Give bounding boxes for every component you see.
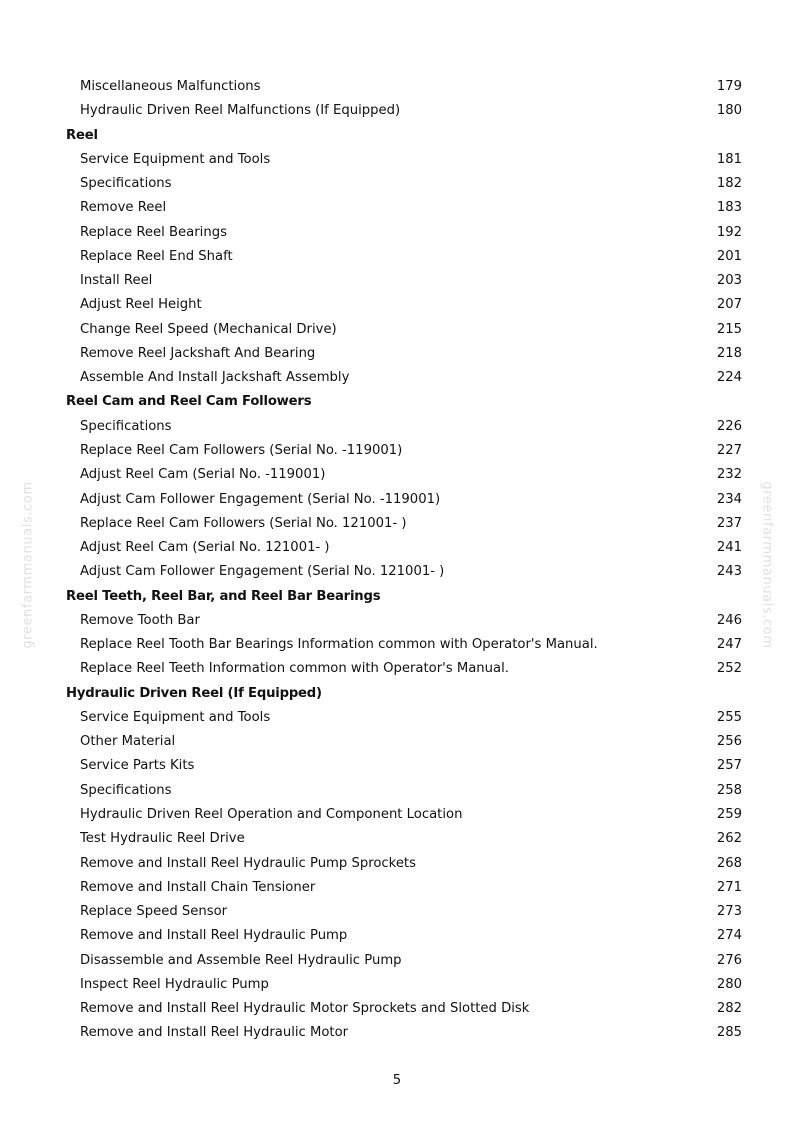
toc-entry[interactable] bbox=[0, 172, 794, 196]
entry-page-number: 274 bbox=[716, 928, 742, 944]
entry-title: Replace Reel Teeth Information common with Operator's Manual. bbox=[80, 661, 509, 677]
entry-title: Miscellaneous Malfunctions bbox=[80, 79, 261, 94]
entry-page-number: 257 bbox=[716, 758, 742, 774]
entry-title: Replace Reel Cam Followers (Serial No. -119001) bbox=[80, 442, 403, 458]
entry-title: Adjust Reel Cam (Serial No. 121001- ) bbox=[80, 540, 330, 556]
entry-title: Remove and Install Chain Tensioner bbox=[80, 879, 316, 895]
toc-section-heading bbox=[0, 682, 794, 706]
toc-section-heading bbox=[0, 124, 794, 148]
entry-title: Specifications bbox=[80, 782, 172, 798]
toc-entry[interactable] bbox=[0, 852, 794, 876]
toc-entry[interactable] bbox=[0, 900, 794, 924]
entry-page-number: 203 bbox=[716, 273, 742, 289]
entry-title: Assemble And Install Jackshaft Assembly bbox=[80, 370, 350, 386]
section-title: Reel Teeth, Reel Bar, and Reel Bar Bearings bbox=[66, 588, 381, 604]
entry-page-number: 234 bbox=[716, 491, 742, 507]
entry-page-number: 192 bbox=[716, 224, 742, 240]
toc-entry[interactable] bbox=[0, 609, 794, 633]
toc-entry[interactable] bbox=[0, 1021, 794, 1045]
section-title: Reel bbox=[66, 127, 98, 143]
page-number: 5 bbox=[392, 1073, 402, 1088]
toc-entry[interactable] bbox=[0, 633, 794, 657]
toc-entry[interactable] bbox=[0, 75, 794, 99]
entry-title: Service Parts Kits bbox=[80, 758, 195, 774]
entry-title: Remove and Install Reel Hydraulic Motor bbox=[80, 1025, 349, 1041]
entry-page-number: 232 bbox=[716, 467, 742, 483]
entry-title: Replace Reel Tooth Bar Bearings Information common with Operator's Manual. bbox=[80, 637, 598, 653]
toc-entry[interactable] bbox=[0, 973, 794, 997]
entry-page-number: 255 bbox=[716, 709, 742, 725]
toc-entry[interactable] bbox=[0, 730, 794, 754]
toc-section-heading bbox=[0, 585, 794, 609]
entry-page-number: 224 bbox=[716, 370, 742, 386]
entry-page-number: 282 bbox=[716, 1001, 742, 1017]
toc-section-heading bbox=[0, 390, 794, 414]
entry-page-number: 201 bbox=[716, 248, 742, 264]
entry-title: Change Reel Speed (Mechanical Drive) bbox=[80, 321, 337, 337]
section-title: Reel Cam and Reel Cam Followers bbox=[66, 394, 312, 410]
entry-title: Remove Reel bbox=[80, 200, 167, 216]
toc-entry[interactable] bbox=[0, 293, 794, 317]
toc-entry[interactable] bbox=[0, 754, 794, 778]
toc-entry[interactable] bbox=[0, 924, 794, 948]
toc-entry[interactable] bbox=[0, 876, 794, 900]
entry-title: Replace Speed Sensor bbox=[80, 904, 228, 920]
entry-title: Remove and Install Reel Hydraulic Motor Sprockets and Slotted Disk bbox=[80, 1001, 530, 1017]
toc-entry[interactable] bbox=[0, 415, 794, 439]
entry-title: Adjust Reel Cam (Serial No. -119001) bbox=[80, 467, 326, 483]
entry-page-number: 258 bbox=[716, 782, 742, 798]
entry-title: Hydraulic Driven Reel Operation and Component Location bbox=[80, 806, 463, 822]
toc-entry[interactable] bbox=[0, 366, 794, 390]
entry-page-number: 247 bbox=[716, 637, 742, 653]
toc-entry[interactable] bbox=[0, 245, 794, 269]
toc-entry[interactable] bbox=[0, 657, 794, 681]
entry-title: Remove Tooth Bar bbox=[80, 612, 200, 628]
entry-page-number: 181 bbox=[716, 151, 742, 167]
table-of-contents bbox=[0, 75, 794, 1046]
toc-entry[interactable] bbox=[0, 99, 794, 123]
toc-entry[interactable] bbox=[0, 536, 794, 560]
entry-page-number: 226 bbox=[716, 418, 742, 434]
toc-entry[interactable] bbox=[0, 827, 794, 851]
toc-entry[interactable] bbox=[0, 221, 794, 245]
entry-title: Disassemble and Assemble Reel Hydraulic Pump bbox=[80, 952, 402, 968]
section-title: Hydraulic Driven Reel (If Equipped) bbox=[66, 685, 322, 701]
entry-page-number: 285 bbox=[716, 1025, 742, 1041]
entry-title: Adjust Cam Follower Engagement (Serial No. -119001) bbox=[80, 491, 441, 507]
entry-page-number: 271 bbox=[716, 879, 742, 895]
toc-entry[interactable] bbox=[0, 997, 794, 1021]
toc-entry[interactable] bbox=[0, 318, 794, 342]
entry-title: Remove Reel Jackshaft And Bearing bbox=[80, 345, 316, 361]
toc-entry[interactable] bbox=[0, 439, 794, 463]
entry-page-number: 182 bbox=[716, 176, 742, 192]
entry-title: Test Hydraulic Reel Drive bbox=[80, 831, 245, 847]
entry-title: Inspect Reel Hydraulic Pump bbox=[80, 976, 269, 992]
entry-page-number: 183 bbox=[716, 200, 742, 216]
entry-title: Other Material bbox=[80, 734, 176, 750]
toc-entry[interactable] bbox=[0, 196, 794, 220]
toc-entry[interactable] bbox=[0, 148, 794, 172]
entry-page-number: 180 bbox=[716, 103, 742, 119]
toc-entry[interactable] bbox=[0, 803, 794, 827]
entry-page-number: 259 bbox=[716, 806, 742, 822]
toc-entry[interactable] bbox=[0, 949, 794, 973]
entry-title: Install Reel bbox=[80, 273, 153, 289]
toc-entry[interactable] bbox=[0, 512, 794, 536]
entry-page-number: 179 bbox=[716, 79, 742, 94]
entry-page-number: 273 bbox=[716, 904, 742, 920]
entry-page-number: 241 bbox=[716, 540, 742, 556]
toc-entry[interactable] bbox=[0, 560, 794, 584]
toc-entry[interactable] bbox=[0, 463, 794, 487]
entry-page-number: 256 bbox=[716, 734, 742, 750]
entry-title: Adjust Reel Height bbox=[80, 297, 202, 313]
entry-title: Service Equipment and Tools bbox=[80, 151, 271, 167]
entry-page-number: 207 bbox=[716, 297, 742, 313]
entry-title: Replace Reel Cam Followers (Serial No. 121001- ) bbox=[80, 515, 407, 531]
toc-entry[interactable] bbox=[0, 779, 794, 803]
entry-title: Replace Reel End Shaft bbox=[80, 248, 233, 264]
toc-entry[interactable] bbox=[0, 269, 794, 293]
watermark-right: greenfarmmanuals.com bbox=[759, 481, 775, 649]
toc-entry[interactable] bbox=[0, 488, 794, 512]
entry-page-number: 243 bbox=[716, 564, 742, 580]
entry-page-number: 227 bbox=[716, 442, 742, 458]
entry-title: Specifications bbox=[80, 176, 172, 192]
entry-title: Remove and Install Reel Hydraulic Pump bbox=[80, 928, 348, 944]
toc-entry[interactable] bbox=[0, 706, 794, 730]
entry-title: Hydraulic Driven Reel Malfunctions (If Equipped) bbox=[80, 103, 401, 119]
entry-page-number: 252 bbox=[716, 661, 742, 677]
entry-title: Service Equipment and Tools bbox=[80, 709, 271, 725]
entry-title: Replace Reel Bearings bbox=[80, 224, 227, 240]
entry-page-number: 280 bbox=[716, 976, 742, 992]
entry-page-number: 246 bbox=[716, 612, 742, 628]
entry-title: Adjust Cam Follower Engagement (Serial No. 121001- ) bbox=[80, 564, 445, 580]
entry-page-number: 276 bbox=[716, 952, 742, 968]
watermark-left: greenfarmmanuals.com bbox=[20, 481, 36, 649]
entry-page-number: 268 bbox=[716, 855, 742, 871]
toc-entry[interactable] bbox=[0, 342, 794, 366]
entry-page-number: 237 bbox=[716, 515, 742, 531]
entry-page-number: 218 bbox=[716, 345, 742, 361]
entry-title: Remove and Install Reel Hydraulic Pump Sprockets bbox=[80, 855, 416, 871]
entry-title: Specifications bbox=[80, 418, 172, 434]
entry-page-number: 215 bbox=[716, 321, 742, 337]
entry-page-number: 262 bbox=[716, 831, 742, 847]
